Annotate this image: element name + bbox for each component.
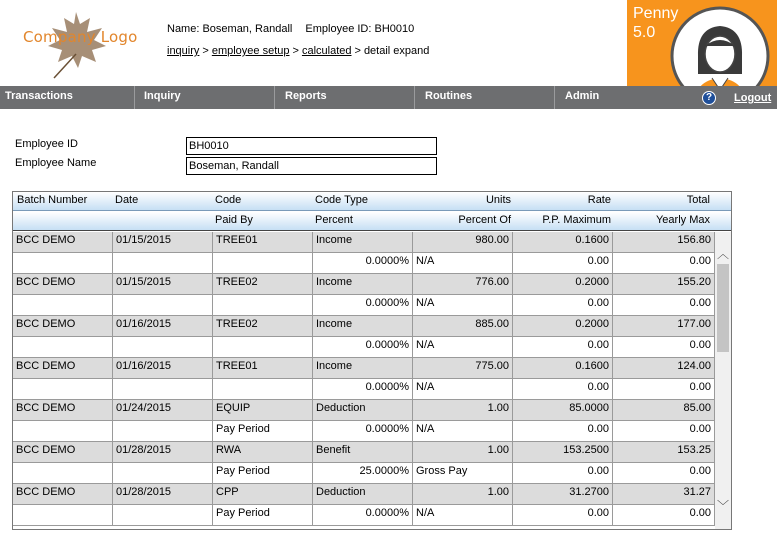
cell-empty xyxy=(13,253,113,274)
nav-divider xyxy=(134,86,135,109)
cell-empty xyxy=(13,463,113,484)
table-detail-row[interactable] xyxy=(13,463,715,484)
col-paid-by: Paid By xyxy=(215,214,253,226)
breadcrumb-calculated[interactable]: calculated xyxy=(301,45,352,57)
cell-paid-by: Pay Period xyxy=(213,421,313,442)
breadcrumb-separator: > xyxy=(202,45,209,57)
table-detail-row[interactable] xyxy=(13,253,715,274)
table-row[interactable] xyxy=(13,232,715,253)
cell-pp-max: 0.00 xyxy=(513,505,613,526)
cell-batch: BCC DEMO xyxy=(13,274,113,295)
cell-percent-of: N/A xyxy=(413,379,513,400)
nav-routines[interactable]: Routines xyxy=(425,90,473,102)
cell-empty xyxy=(113,253,213,274)
cell-percent: 0.0000% xyxy=(313,253,413,274)
cell-code: TREE01 xyxy=(213,232,313,253)
cell-yearly-max: 0.00 xyxy=(613,295,715,316)
scroll-thumb[interactable] xyxy=(717,264,729,352)
cell-empty xyxy=(113,295,213,316)
cell-pp-max: 0.00 xyxy=(513,421,613,442)
cell-date: 01/16/2015 xyxy=(113,358,213,379)
cell-total: 124.00 xyxy=(613,358,715,379)
employee-name-field[interactable] xyxy=(186,157,437,175)
cell-date: 01/16/2015 xyxy=(113,316,213,337)
cell-units: 1.00 xyxy=(413,442,513,463)
cell-code: RWA xyxy=(213,442,313,463)
cell-units: 776.00 xyxy=(413,274,513,295)
cell-rate: 85.0000 xyxy=(513,400,613,421)
cell-rate: 0.2000 xyxy=(513,316,613,337)
cell-batch: BCC DEMO xyxy=(13,400,113,421)
cell-code-type: Income xyxy=(313,232,413,253)
cell-empty xyxy=(113,505,213,526)
cell-empty xyxy=(13,421,113,442)
cell-percent-of: Gross Pay xyxy=(413,463,513,484)
cell-rate: 31.2700 xyxy=(513,484,613,505)
cell-rate: 0.2000 xyxy=(513,274,613,295)
cell-percent: 25.0000% xyxy=(313,463,413,484)
cell-paid-by: Pay Period xyxy=(213,463,313,484)
penny-title: Penny xyxy=(633,5,679,22)
cell-pp-max: 0.00 xyxy=(513,295,613,316)
cell-pp-max: 0.00 xyxy=(513,337,613,358)
grid-body xyxy=(13,232,715,530)
cell-total: 31.27 xyxy=(613,484,715,505)
breadcrumb-current: detail expand xyxy=(363,45,430,57)
col-date: Date xyxy=(115,194,139,206)
cell-date: 01/28/2015 xyxy=(113,484,213,505)
cell-code-type: Benefit xyxy=(313,442,413,463)
logout-link[interactable]: Logout xyxy=(734,92,772,104)
nav-reports[interactable]: Reports xyxy=(285,90,327,102)
cell-empty xyxy=(13,379,113,400)
cell-date: 01/24/2015 xyxy=(113,400,213,421)
cell-percent: 0.0000% xyxy=(313,379,413,400)
cell-yearly-max: 0.00 xyxy=(613,463,715,484)
cell-empty xyxy=(113,421,213,442)
cell-total: 156.80 xyxy=(613,232,715,253)
page-header xyxy=(0,0,777,86)
cell-percent: 0.0000% xyxy=(313,295,413,316)
logo-text: Company Logo xyxy=(23,28,138,46)
nav-admin[interactable]: Admin xyxy=(565,90,600,102)
table-detail-row[interactable] xyxy=(13,295,715,316)
table-detail-row[interactable] xyxy=(13,505,715,526)
breadcrumb-employee-setup[interactable]: employee setup xyxy=(211,45,290,57)
cell-code: EQUIP xyxy=(213,400,313,421)
cell-percent-of: N/A xyxy=(413,337,513,358)
table-row[interactable] xyxy=(13,484,715,505)
col-total: Total xyxy=(686,194,710,206)
col-code: Code xyxy=(215,194,242,206)
cell-code: TREE01 xyxy=(213,358,313,379)
cell-rate: 0.1600 xyxy=(513,232,613,253)
cell-total: 153.25 xyxy=(613,442,715,463)
table-row[interactable] xyxy=(13,316,715,337)
breadcrumb-inquiry[interactable]: inquiry xyxy=(167,45,200,57)
cell-date: 01/28/2015 xyxy=(113,442,213,463)
col-yearly-max: Yearly Max xyxy=(655,214,710,226)
cell-empty xyxy=(113,337,213,358)
col-percent-of: Percent Of xyxy=(458,214,511,226)
help-icon[interactable]: ? xyxy=(702,91,716,105)
cell-paid-by xyxy=(213,337,313,358)
cell-empty xyxy=(113,379,213,400)
cell-yearly-max: 0.00 xyxy=(613,337,715,358)
cell-rate: 0.1600 xyxy=(513,358,613,379)
cell-empty xyxy=(113,463,213,484)
cell-code: CPP xyxy=(213,484,313,505)
penny-avatar-icon xyxy=(667,6,773,86)
cell-units: 775.00 xyxy=(413,358,513,379)
col-percent: Percent xyxy=(315,214,353,226)
cell-percent: 0.0000% xyxy=(313,337,413,358)
cell-date: 01/15/2015 xyxy=(113,274,213,295)
cell-units: 1.00 xyxy=(413,400,513,421)
employee-info xyxy=(167,23,424,35)
breadcrumb-separator: > xyxy=(292,45,299,57)
table-detail-row[interactable] xyxy=(13,421,715,442)
nav-inquiry[interactable]: Inquiry xyxy=(144,90,181,102)
cell-yearly-max: 0.00 xyxy=(613,379,715,400)
detail-grid xyxy=(12,191,732,530)
cell-empty xyxy=(13,295,113,316)
cell-code: TREE02 xyxy=(213,316,313,337)
cell-rate: 153.2500 xyxy=(513,442,613,463)
cell-yearly-max: 0.00 xyxy=(613,505,715,526)
company-logo xyxy=(14,8,154,80)
grid-header-row-2 xyxy=(13,212,731,231)
cell-date: 01/15/2015 xyxy=(113,232,213,253)
cell-percent-of: N/A xyxy=(413,253,513,274)
cell-percent-of: N/A xyxy=(413,421,513,442)
cell-batch: BCC DEMO xyxy=(13,484,113,505)
cell-percent: 0.0000% xyxy=(313,505,413,526)
vertical-scrollbar[interactable] xyxy=(715,232,731,530)
breadcrumb-separator: > xyxy=(354,45,361,57)
nav-divider xyxy=(274,86,275,109)
employee-id-field[interactable] xyxy=(186,137,437,155)
cell-code-type: Deduction xyxy=(313,400,413,421)
table-row[interactable] xyxy=(13,400,715,421)
nav-transactions[interactable]: Transactions xyxy=(5,90,73,102)
cell-code-type: Income xyxy=(313,316,413,337)
breadcrumb xyxy=(167,45,429,57)
cell-paid-by: Pay Period xyxy=(213,505,313,526)
cell-paid-by xyxy=(213,379,313,400)
cell-batch: BCC DEMO xyxy=(13,358,113,379)
table-row[interactable] xyxy=(13,274,715,295)
cell-units: 1.00 xyxy=(413,484,513,505)
cell-batch: BCC DEMO xyxy=(13,316,113,337)
cell-pp-max: 0.00 xyxy=(513,379,613,400)
cell-total: 85.00 xyxy=(613,400,715,421)
table-detail-row[interactable] xyxy=(13,337,715,358)
cell-total: 177.00 xyxy=(613,316,715,337)
table-row[interactable] xyxy=(13,358,715,379)
grid-header-row-1 xyxy=(13,192,731,211)
cell-total: 155.20 xyxy=(613,274,715,295)
scroll-up-icon[interactable]: ︿ xyxy=(716,247,729,261)
table-detail-row[interactable] xyxy=(13,379,715,400)
cell-empty xyxy=(13,337,113,358)
cell-percent-of: N/A xyxy=(413,295,513,316)
cell-batch: BCC DEMO xyxy=(13,232,113,253)
col-rate: Rate xyxy=(587,194,611,206)
col-pp-maximum: P.P. Maximum xyxy=(542,214,611,226)
penny-version: 5.0 xyxy=(633,24,656,41)
cell-percent-of: N/A xyxy=(413,505,513,526)
cell-paid-by xyxy=(213,295,313,316)
cell-units: 885.00 xyxy=(413,316,513,337)
employee-id-label: Employee ID xyxy=(15,138,78,150)
cell-empty xyxy=(13,505,113,526)
col-units: Units xyxy=(485,194,511,206)
nav-divider xyxy=(554,86,555,109)
cell-code-type: Deduction xyxy=(313,484,413,505)
cell-yearly-max: 0.00 xyxy=(613,421,715,442)
col-batch-number: Batch Number xyxy=(17,194,88,206)
cell-code: TREE02 xyxy=(213,274,313,295)
cell-batch: BCC DEMO xyxy=(13,442,113,463)
employee-id-text: Employee ID: BH0010 xyxy=(305,23,415,35)
cell-paid-by xyxy=(213,253,313,274)
cell-pp-max: 0.00 xyxy=(513,253,613,274)
employee-name-label: Employee Name xyxy=(15,157,97,169)
scroll-down-icon[interactable]: ﹀ xyxy=(716,499,729,513)
penny-panel xyxy=(627,0,777,86)
main-nav xyxy=(0,86,777,109)
cell-code-type: Income xyxy=(313,274,413,295)
cell-percent: 0.0000% xyxy=(313,421,413,442)
cell-yearly-max: 0.00 xyxy=(613,253,715,274)
cell-pp-max: 0.00 xyxy=(513,463,613,484)
col-code-type: Code Type xyxy=(315,194,369,206)
employee-name-text: Name: Boseman, Randall xyxy=(167,23,293,35)
cell-code-type: Income xyxy=(313,358,413,379)
nav-divider xyxy=(414,86,415,109)
table-row[interactable] xyxy=(13,442,715,463)
cell-units: 980.00 xyxy=(413,232,513,253)
